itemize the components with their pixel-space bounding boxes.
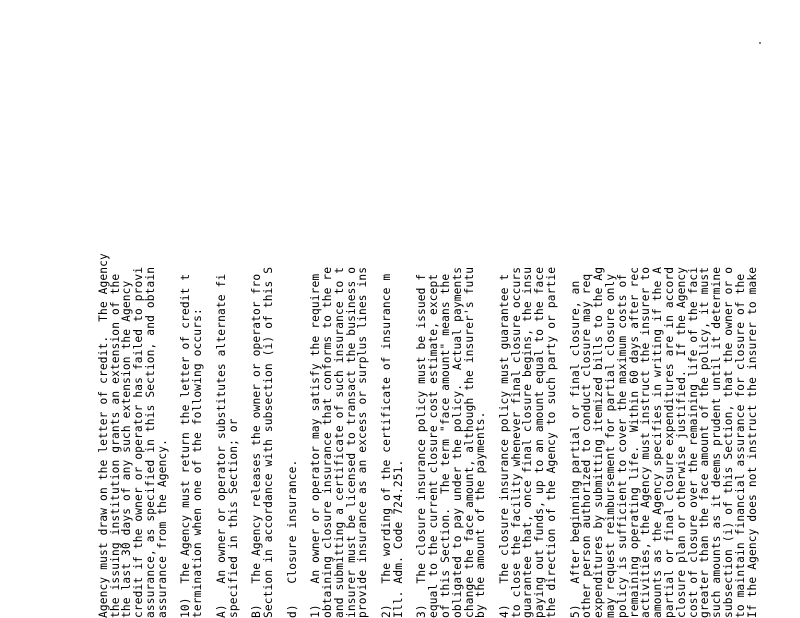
document-line: to maintain financial assurance for closure of the (733, 273, 747, 618)
document-line: activities, the Agency must instruct the insurer to (639, 266, 653, 618)
document-line: insurer must be licensed to transact the business o (344, 266, 358, 618)
document-line: partial or final closure expenditures are in accord (663, 266, 677, 618)
document-line: other person authorized to conduct closure may req (580, 273, 594, 618)
document-line: d) Closure insurance. (285, 459, 299, 618)
document-line: Ill. Adm. Code 724.251. (391, 459, 405, 618)
document-line: guarantee that, once final closure begins, the insu (521, 266, 535, 618)
document-line: policy is sufficient to cover the maximum costs of (615, 273, 629, 618)
document-line: obligated to pay under the policy. Actual payments (450, 266, 464, 618)
document-line: 1) An owner or operator may satisfy the requirem (309, 273, 323, 618)
blank-line (204, 58, 216, 618)
document-line: cost of closure over the remaining life of the faci (686, 266, 700, 618)
document-line: subsection (i) of this Section, that the owner or o (722, 266, 736, 618)
document-line: assurance, as specified in this Section, and obtain (143, 266, 157, 618)
document-line: specified in this Section; or (226, 418, 240, 618)
document-line: Section in accordance with subsection (i) of this S (261, 266, 275, 618)
document-line: provide insurance as an excess or surplus lines ins (356, 266, 370, 618)
document-line: assurance from the Agency. (155, 438, 169, 618)
document-line: such amounts as it deems prudent until it determine (710, 266, 724, 618)
document-line: termination when one of the following occurs: (191, 308, 205, 618)
document-line: the last 30 days of any such extension the Agency (120, 280, 134, 618)
blank-line (558, 58, 570, 618)
document-line: credit if the owner or operator has failed to provi (132, 266, 146, 618)
document-line: Agency must draw on the letter of credit. The Agency (96, 253, 110, 618)
document-line: 4) The closure insurance policy must guarantee t (497, 273, 511, 618)
document-line: and submitting a certificate of such insurance to t (332, 266, 346, 618)
document-line: to close the facility whenever final closure occurs (509, 266, 523, 618)
document-line: change the face amount, although the insurer's futu (462, 266, 476, 618)
document-line: of this Section. The term "face amount" means the (438, 273, 452, 618)
document-line: 5) After beginning partial or final closure, an (568, 280, 582, 618)
document-line: amounts as the Agency specifies in writing if the A (651, 266, 665, 618)
blank-line (275, 58, 287, 618)
document-line: expenditures by submitting itemized bills to the Ag (592, 266, 606, 618)
document-line: 3) The closure insurance policy must be issued f (415, 273, 429, 618)
document-line: paying out funds, up to an amount equal to the face (533, 266, 547, 618)
document-line: by the amount of the payments. (474, 411, 488, 618)
document-line: remaining operating life. Within 60 days after rec (627, 266, 641, 618)
document-line: B) The Agency releases the owner or operator fro (250, 273, 264, 618)
document-line: the direction of the Agency to such party or partie (545, 266, 559, 618)
document-line: A) An owner or operator substitutes alternate fi (214, 273, 228, 618)
document-line: the issuing institution grants an extension of the (108, 273, 122, 618)
document-line: greater than the face amount of the policy, it must (698, 266, 712, 618)
document-line: obtaining closure insurance that conforms to the re (320, 266, 334, 618)
scan-speck (759, 42, 761, 44)
document-line: 2) The wording of the certificate of insurance m (379, 273, 393, 618)
document-line: may request reimbursement for partial closure only (604, 273, 618, 618)
rotated-document-text (86, 58, 759, 618)
document-line: 10) The Agency must return the letter of credit t (179, 273, 193, 618)
document-line: equal to the current closure cost estimate, except (427, 273, 441, 618)
document-line: If the Agency does not instruct the insurer to make (745, 266, 759, 618)
document-line: closure plan or otherwise justified. If the Agency (674, 266, 688, 618)
